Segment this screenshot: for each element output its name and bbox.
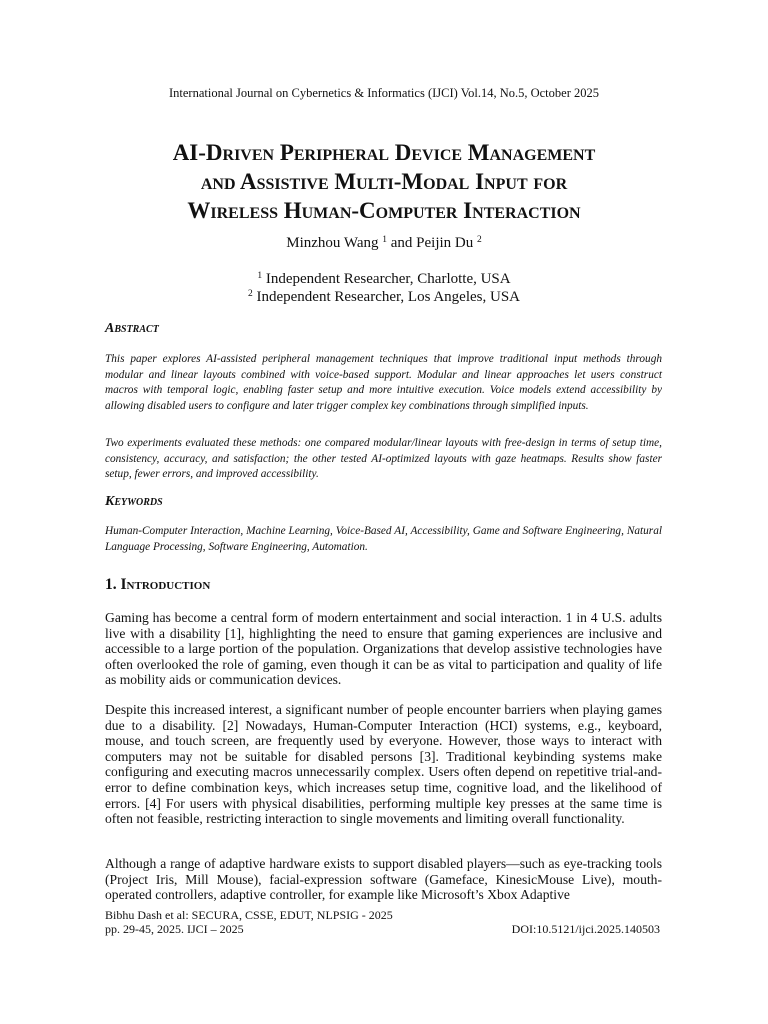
abstract-paragraph: This paper explores AI-assisted peripheral management techniques that improve traditional input methods through modular and linear layouts combined with voice-based support. Modular and linear approaches let users construct macros with temporal logic, enabling faster setup and more intuitive execution. Voice models extend accessibility by allowing disabled users to configure and later trigger complex key combinations through simplified inputs. — [105, 353, 662, 412]
affiliation-text: Independent Researcher, Los Angeles, USA — [252, 289, 520, 305]
body-paragraph: Despite this increased interest, a significant number of people encounter barriers when playing games due to a disability. [2] Nowadays, Human-Computer Interaction (HCI) systems, e.g., keyboard, mouse, and touch screen, are frequently used by everyone. However, those ways to interact with computers may not be suitable for disabled persons [3]. Traditional keybinding systems make configuring and executing macros unnecessarily complex. Users often depend on repetitive trial-and-error to define combination keys, which increases setup time, cognitive load, and the likelihood of errors. [4] For users with physical disabilities, performing multiple key presses at the same time is often not feasible, restricting interaction to single movements and limiting overall functionality. — [105, 702, 662, 827]
author-connector: and — [390, 235, 417, 251]
author-affiliation-mark: 2 — [477, 235, 482, 245]
keywords-text: Human-Computer Interaction, Machine Learning, Voice-Based AI, Accessibility, Game and Software Engineering, Natural Language Processing, Software Engineering, Automation. — [105, 525, 662, 553]
abstract-heading: Abstract — [105, 321, 159, 336]
author-name: Peijin Du — [416, 235, 474, 251]
affiliation-mark: 2 — [248, 289, 253, 299]
author-name: Minzhou Wang — [286, 235, 379, 251]
author-list — [0, 235, 768, 252]
title-line-2: and Assistive Multi-Modal Input for — [200, 169, 568, 194]
footer-citation — [105, 908, 393, 936]
affiliation-mark: 1 — [257, 271, 263, 281]
author-affiliation-mark: 1 — [382, 235, 387, 245]
footer-line: pp. 29-45, 2025. IJCI – 2025 — [105, 922, 244, 936]
introduction-heading: 1. Introduction — [105, 576, 211, 593]
affiliation — [0, 289, 768, 306]
keywords-heading: Keywords — [105, 494, 163, 509]
abstract-paragraph: Two experiments evaluated these methods: one compared modular/linear layouts with free-design in terms of setup time, consistency, accuracy, and satisfaction; the other tested AI-optimized layouts with gaze heatmaps. Results show faster setup, fewer errors, and improved accessibility. — [105, 437, 662, 480]
affiliation-text: Independent Researcher, Charlotte, USA — [262, 271, 511, 287]
footer-doi: DOI:10.5121/ijci.2025.140503 — [511, 922, 660, 936]
journal-header: International Journal on Cybernetics & Informatics (IJCI) Vol.14, No.5, October 2025 — [168, 86, 599, 100]
body-paragraph: Although a range of adaptive hardware exists to support disabled players—such as eye-tracking tools (Project Iris, Mill Mouse), facial-expression software (Gameface, KinesicMouse Live), mouth-operated controllers, adaptive controller, for example like Microsoft’s Xbox Adaptive — [105, 856, 662, 903]
affiliation — [0, 271, 768, 288]
paper-title — [60, 138, 708, 225]
title-line-1: AI-Driven Peripheral Device Management — [172, 140, 596, 165]
footer-line: Bibhu Dash et al: SECURA, CSSE, EDUT, NLPSIG - 2025 — [105, 908, 393, 922]
body-paragraph: Gaming has become a central form of modern entertainment and social interaction. 1 in 4 U.S. adults live with a disability [1], highlighting the need to ensure that gaming experiences are inclusive and accessible to a large portion of the population. Organizations that develop assistive technologies have often overlooked the role of gaming, even though it can be as vital to participation and quality of life as mobility aids or communication devices. — [105, 610, 662, 688]
title-line-3: Wireless Human-Computer Interaction — [187, 198, 581, 223]
